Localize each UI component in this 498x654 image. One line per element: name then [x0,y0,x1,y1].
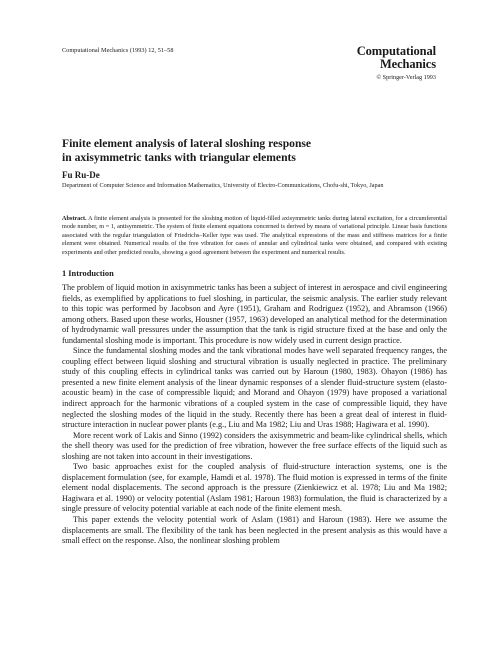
abstract-text: A finite element analysis is presented for the sloshing motion of liquid-filled axisymmetric tanks during lateral excitation, for a circumferential mode number, m = 1, antisymmetric. The system of finite element equations concerned is derived by means of variational principle. Linear basis functions associated with the regular triangulation of Friedrichs–Keller type was used. The analytical expressions of the mass and stiffness matrices for a finite element were obtained. Numerical results of the free vibration for cases of annular and cylindrical tanks were obtained, and compared with existing experiments and other predicted results, showing a good agreement between the experiment and numerical results. [62,215,447,256]
journal-brand [296,45,436,81]
brand-line-2: Mechanics [379,57,436,71]
title-line-1: Finite element analysis of lateral sloshing response [62,137,312,150]
paragraph: More recent work of Lakis and Sinno (1992) considers the axisymmetric and beam-like cylindrical shells, which the shell theory was used for the prediction of free vibration, however the free surface effects of the liquid such as sloshing are not taken into account in their investigations. [62,430,447,461]
journal-citation: Computational Mechanics (1993) 12, 51–58 [62,47,174,54]
brand-line-1: Computational [356,44,436,58]
paragraph: Since the fundamental sloshing modes and the tank vibrational modes have well separated frequency ranges, the coupling effect between liquid sloshing and structural vibration is usually neglected in practice. The preliminary study of this coupling effects in cylindrical tanks was carried out by Haroun (1980, 1983). Ohayon (1986) has presented a new finite element analysis of the linear dynamic responses of a slender fluid-structure system (elasto-acoustic beam) in the case of compressible liquid; and Morand and Ohayon (1979) have proposed a variational indirect approach for the harmonic vibrations of a coupled system in the case of compressible liquid, they have neglected the sloshing modes of the liquid in the study. Recently there has been a great deal of interest in fluid-structure interaction in nuclear power plants (e.g., Liu and Ma 1982; Liu and Uras 1988; Hagiwara et al. 1990). [62,346,447,430]
abstract [62,215,447,257]
author-name: Fu Ru-De [62,170,100,180]
author-affiliation: Department of Computer Science and Information Mathematics, University of Electro-Communications, Chofu-shi, Tokyo, Japan [62,182,384,189]
section-body [62,283,447,547]
article-title [62,137,442,164]
title-line-2: in axisymmetric tanks with triangular elements [62,150,296,164]
abstract-label: Abstract. [62,215,87,222]
section-heading: 1 Introduction [62,269,114,278]
copyright-notice: © Springer-Verlag 1993 [376,74,436,81]
paragraph: The problem of liquid motion in axisymmetric tanks has been a subject of interest in aerospace and civil engineering fields, as exemplified by applications to fuel sloshing, in particular, the seismic analysis. The earlier study relevant to this topic was performed by Jacobson and Ayre (1951), Graham and Rodriguez (1952), and Abramson (1966) among others. Based upon these works, Housner (1957, 1963) developed an analytical method for the determination of hydrodynamic wall pressures under the assumption that the tank is rigid structure fixed at the base and only the fundamental sloshing mode is important. This procedure is now widely used in current design practice. [62,283,447,345]
paragraph: This paper extends the velocity potential work of Aslam (1981) and Haroun (1983). Here we assume the displacements are small. The flexibility of the tank has been neglected in the present analysis as this would have a small effect on the response. Also, the nonlinear sloshing problem [62,515,447,546]
paragraph: Two basic approaches exist for the coupled analysis of fluid-structure interaction systems, one is the displacement formulation (see, for example, Hamdi et al. 1978). The fluid motion is expressed in terms of the finite element nodal displacements. The second approach is the pressure (Zienkiewicz et al. 1978; Liu and Ma 1982; Hagiwara et al. 1990) or velocity potential (Aslam 1981; Haroun 1983) formulation, the fluid is characterized by a single pressure of velocity potential variable at each node of the finite element mesh. [62,462,447,514]
